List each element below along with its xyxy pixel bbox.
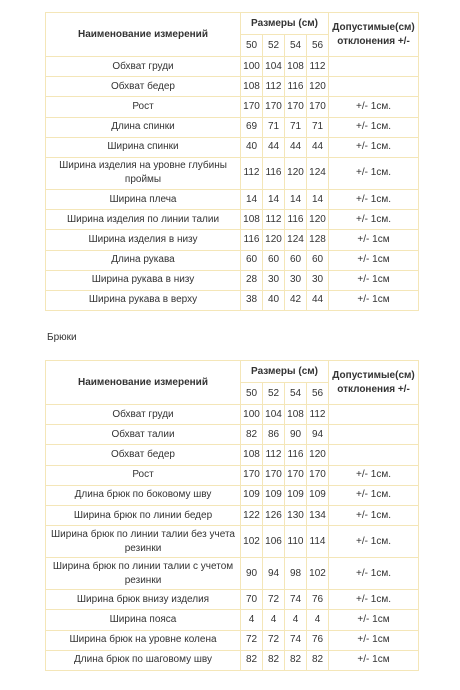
measurement-value: 108 <box>285 405 307 425</box>
measurement-value: 30 <box>307 270 329 290</box>
tolerance-value: +/- 1см <box>329 630 419 650</box>
column-header-sizes: Размеры (см) <box>241 13 329 35</box>
measurement-value: 94 <box>307 425 329 445</box>
measurement-name: Обхват бедер <box>46 77 241 97</box>
measurement-value: 109 <box>241 485 263 505</box>
measurement-value: 74 <box>285 630 307 650</box>
measurement-value: 76 <box>307 590 329 610</box>
measurement-value: 104 <box>263 57 285 77</box>
measurement-name: Рост <box>46 97 241 117</box>
measurement-value: 4 <box>307 610 329 630</box>
measurement-name: Длина брюк по боковому шву <box>46 485 241 505</box>
measurement-name: Ширина спинки <box>46 137 241 157</box>
table-row <box>46 405 419 425</box>
tolerance-value: +/- 1см <box>329 270 419 290</box>
column-header-tolerance: Допустимые(см) отклонения +/- <box>329 13 419 57</box>
measurement-value: 104 <box>263 405 285 425</box>
trousers-measurements-table <box>45 360 419 671</box>
measurement-name: Ширина пояса <box>46 610 241 630</box>
tolerance-value <box>329 405 419 425</box>
measurement-name: Ширина брюк по линии бедер <box>46 505 241 525</box>
measurement-value: 4 <box>241 610 263 630</box>
table-row <box>46 485 419 505</box>
measurement-name: Ширина брюк внизу изделия <box>46 590 241 610</box>
tolerance-value: +/- 1см. <box>329 526 419 558</box>
measurement-value: 122 <box>241 505 263 525</box>
measurement-name: Обхват талии <box>46 425 241 445</box>
measurement-name: Обхват бедер <box>46 445 241 465</box>
measurement-value: 120 <box>307 77 329 97</box>
measurement-value: 102 <box>307 558 329 590</box>
measurement-value: 126 <box>263 505 285 525</box>
measurement-value: 72 <box>263 590 285 610</box>
measurement-value: 14 <box>307 189 329 209</box>
measurement-value: 100 <box>241 57 263 77</box>
measurement-value: 128 <box>307 230 329 250</box>
measurement-value: 134 <box>307 505 329 525</box>
size-header: 50 <box>241 383 263 405</box>
measurement-value: 82 <box>263 650 285 670</box>
measurement-value: 102 <box>241 526 263 558</box>
measurement-value: 4 <box>285 610 307 630</box>
tolerance-value: +/- 1см. <box>329 485 419 505</box>
measurement-name: Ширина рукава в низу <box>46 270 241 290</box>
measurement-value: 170 <box>241 465 263 485</box>
tolerance-value <box>329 445 419 465</box>
measurement-value: 69 <box>241 117 263 137</box>
table-row <box>46 650 419 670</box>
measurement-value: 72 <box>263 630 285 650</box>
tolerance-value: +/- 1см <box>329 650 419 670</box>
tolerance-value: +/- 1см. <box>329 590 419 610</box>
measurement-value: 106 <box>263 526 285 558</box>
table-row <box>46 157 419 189</box>
measurement-value: 170 <box>307 465 329 485</box>
column-header-name: Наименование измерений <box>46 13 241 57</box>
measurement-name: Ширина изделия в низу <box>46 230 241 250</box>
measurement-value: 60 <box>263 250 285 270</box>
measurement-name: Рост <box>46 465 241 485</box>
measurement-name: Ширина изделия на уровне глубины проймы <box>46 157 241 189</box>
measurement-value: 38 <box>241 290 263 310</box>
measurement-value: 120 <box>307 445 329 465</box>
tolerance-value: +/- 1см. <box>329 157 419 189</box>
measurement-value: 86 <box>263 425 285 445</box>
tolerance-value: +/- 1см. <box>329 558 419 590</box>
measurement-value: 30 <box>285 270 307 290</box>
measurement-value: 112 <box>263 210 285 230</box>
size-header: 52 <box>263 383 285 405</box>
table-row <box>46 210 419 230</box>
tolerance-value: +/- 1см. <box>329 97 419 117</box>
measurement-value: 44 <box>307 290 329 310</box>
table-row <box>46 445 419 465</box>
measurement-value: 71 <box>307 117 329 137</box>
measurement-value: 116 <box>263 157 285 189</box>
measurement-value: 112 <box>307 57 329 77</box>
table-row <box>46 505 419 525</box>
tolerance-value: +/- 1см. <box>329 117 419 137</box>
table-row <box>46 610 419 630</box>
measurement-value: 76 <box>307 630 329 650</box>
measurement-value: 114 <box>307 526 329 558</box>
measurement-value: 100 <box>241 405 263 425</box>
measurement-name: Длина брюк по шаговому шву <box>46 650 241 670</box>
size-header: 52 <box>263 35 285 57</box>
table-row <box>46 137 419 157</box>
table-row <box>46 270 419 290</box>
table-row <box>46 57 419 77</box>
measurement-name: Ширина брюк по линии талии без учета резинки <box>46 526 241 558</box>
measurement-value: 170 <box>307 97 329 117</box>
measurement-value: 14 <box>285 189 307 209</box>
tolerance-value: +/- 1см <box>329 230 419 250</box>
measurement-value: 170 <box>263 465 285 485</box>
tolerance-value: +/- 1см. <box>329 505 419 525</box>
table-row <box>46 425 419 445</box>
measurement-value: 109 <box>307 485 329 505</box>
measurement-value: 110 <box>285 526 307 558</box>
size-header: 50 <box>241 35 263 57</box>
measurement-value: 124 <box>307 157 329 189</box>
measurement-name: Ширина плеча <box>46 189 241 209</box>
table-row <box>46 117 419 137</box>
measurement-value: 112 <box>241 157 263 189</box>
table-row <box>46 230 419 250</box>
column-header-tolerance: Допустимые(см) отклонения +/- <box>329 361 419 405</box>
tolerance-value: +/- 1см. <box>329 189 419 209</box>
measurement-value: 82 <box>241 650 263 670</box>
measurement-value: 44 <box>285 137 307 157</box>
measurement-name: Ширина рукава в верху <box>46 290 241 310</box>
measurement-value: 112 <box>263 77 285 97</box>
table-row <box>46 526 419 558</box>
measurement-value: 4 <box>263 610 285 630</box>
measurement-value: 120 <box>285 157 307 189</box>
measurement-name: Ширина брюк на уровне колена <box>46 630 241 650</box>
measurement-value: 130 <box>285 505 307 525</box>
table-body <box>46 57 419 311</box>
measurement-value: 116 <box>241 230 263 250</box>
measurement-value: 71 <box>285 117 307 137</box>
measurement-value: 108 <box>241 445 263 465</box>
tolerance-value <box>329 425 419 445</box>
size-header: 56 <box>307 383 329 405</box>
measurement-value: 60 <box>307 250 329 270</box>
measurement-value: 40 <box>241 137 263 157</box>
table-row <box>46 590 419 610</box>
measurement-value: 120 <box>307 210 329 230</box>
tolerance-value: +/- 1см <box>329 610 419 630</box>
measurement-name: Длина рукава <box>46 250 241 270</box>
column-header-name: Наименование измерений <box>46 361 241 405</box>
measurement-value: 40 <box>263 290 285 310</box>
tolerance-value: +/- 1см. <box>329 137 419 157</box>
measurement-value: 124 <box>285 230 307 250</box>
table-row <box>46 189 419 209</box>
size-header: 54 <box>285 35 307 57</box>
measurement-value: 116 <box>285 210 307 230</box>
table-row <box>46 250 419 270</box>
column-header-sizes: Размеры (см) <box>241 361 329 383</box>
table-row <box>46 558 419 590</box>
table-row <box>46 630 419 650</box>
measurement-value: 120 <box>263 230 285 250</box>
measurement-value: 60 <box>241 250 263 270</box>
measurement-value: 82 <box>241 425 263 445</box>
measurement-value: 14 <box>241 189 263 209</box>
measurement-name: Длина спинки <box>46 117 241 137</box>
measurement-value: 74 <box>285 590 307 610</box>
tolerance-value <box>329 77 419 97</box>
measurement-value: 82 <box>285 650 307 670</box>
measurement-value: 170 <box>285 465 307 485</box>
measurement-value: 170 <box>241 97 263 117</box>
measurement-value: 116 <box>285 445 307 465</box>
tolerance-value <box>329 57 419 77</box>
measurement-value: 94 <box>263 558 285 590</box>
measurement-value: 30 <box>263 270 285 290</box>
measurement-name: Обхват груди <box>46 405 241 425</box>
measurement-value: 108 <box>285 57 307 77</box>
measurement-value: 116 <box>285 77 307 97</box>
size-header: 54 <box>285 383 307 405</box>
tolerance-value: +/- 1см. <box>329 465 419 485</box>
measurement-value: 44 <box>307 137 329 157</box>
measurement-value: 170 <box>285 97 307 117</box>
measurement-value: 82 <box>307 650 329 670</box>
measurement-value: 108 <box>241 210 263 230</box>
measurement-value: 72 <box>241 630 263 650</box>
table-row <box>46 97 419 117</box>
measurement-value: 98 <box>285 558 307 590</box>
measurement-value: 44 <box>263 137 285 157</box>
measurement-value: 109 <box>285 485 307 505</box>
table-row <box>46 77 419 97</box>
tolerance-value: +/- 1см <box>329 290 419 310</box>
measurement-value: 109 <box>263 485 285 505</box>
tolerance-value: +/- 1см <box>329 250 419 270</box>
measurement-value: 71 <box>263 117 285 137</box>
measurement-value: 90 <box>241 558 263 590</box>
measurement-value: 90 <box>285 425 307 445</box>
measurement-value: 112 <box>263 445 285 465</box>
table-row <box>46 465 419 485</box>
section-title-trousers: Брюки <box>47 332 77 343</box>
measurement-name: Ширина изделия по линии талии <box>46 210 241 230</box>
tolerance-value: +/- 1см. <box>329 210 419 230</box>
jacket-measurements-table <box>45 12 419 311</box>
measurement-name: Обхват груди <box>46 57 241 77</box>
measurement-value: 42 <box>285 290 307 310</box>
measurement-name: Ширина брюк по линии талии с учетом резинки <box>46 558 241 590</box>
measurement-value: 70 <box>241 590 263 610</box>
measurement-value: 60 <box>285 250 307 270</box>
size-header: 56 <box>307 35 329 57</box>
measurement-value: 28 <box>241 270 263 290</box>
table-row <box>46 290 419 310</box>
measurement-value: 112 <box>307 405 329 425</box>
measurement-value: 170 <box>263 97 285 117</box>
measurement-value: 14 <box>263 189 285 209</box>
table-body <box>46 405 419 671</box>
measurement-value: 108 <box>241 77 263 97</box>
